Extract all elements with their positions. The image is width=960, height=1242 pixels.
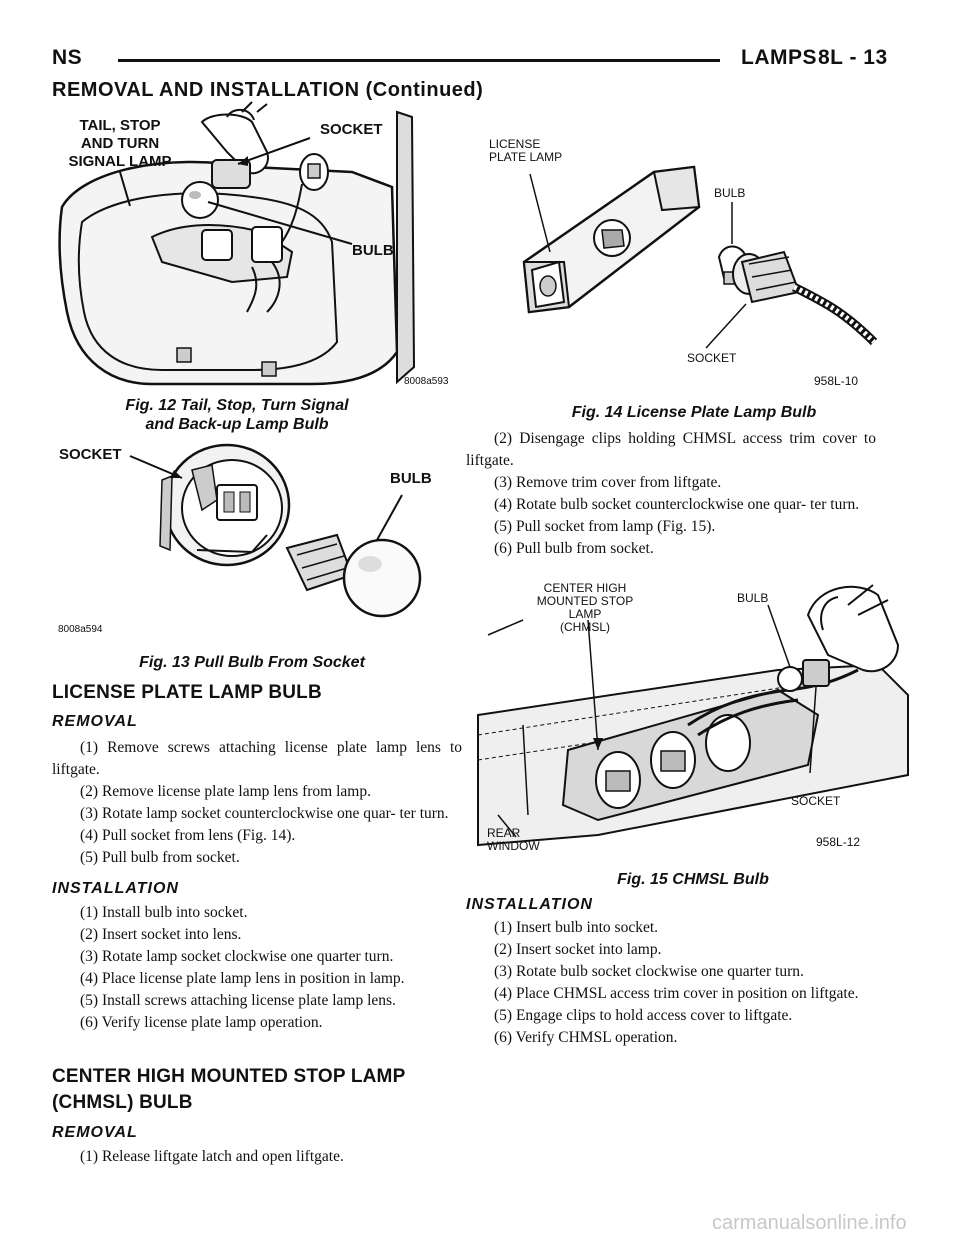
fig15-caption: Fig. 15 CHMSL Bulb [617, 871, 769, 888]
chmsl-install-title: INSTALLATION [466, 896, 593, 913]
fig12-label-lamp: TAIL, STOP AND TURN SIGNAL LAMP [68, 117, 172, 170]
license-install-step: (6) Verify license plate lamp operation. [80, 1014, 323, 1031]
license-install-step: (3) Rotate lamp socket clockwise one quarter turn. [80, 948, 394, 965]
fig12-caption: Fig. 12 Tail, Stop, Turn Signal and Back-up Lamp Bulb [125, 397, 349, 433]
fig14-label-socket: SOCKET [687, 351, 737, 365]
license-removal-step: (4) Pull socket from lens (Fig. 14). [80, 827, 296, 844]
license-install-steps [52, 902, 462, 1034]
license-removal-step: (3) Rotate lamp socket counterclockwise one quar- ter turn. [80, 805, 449, 822]
fig13-label-socket: SOCKET [59, 446, 122, 463]
license-install-step: (4) Place license plate lamp lens in position in lamp. [80, 970, 405, 987]
license-removal-step: (5) Pull bulb from socket. [80, 849, 240, 866]
chmsl-removal-step: (5) Pull socket from lamp (Fig. 15). [494, 518, 716, 535]
chmsl-removal-step: (6) Pull bulb from socket. [494, 540, 654, 557]
license-install-step: (5) Install screws attaching license plate lamp lens. [80, 992, 396, 1009]
header-rule [118, 59, 720, 62]
chmsl-install-step: (6) Verify CHMSL operation. [494, 1029, 678, 1046]
fig12-label-socket: SOCKET [320, 121, 383, 138]
fig13-label-bulb: BULB [390, 470, 432, 487]
fig14-label-bulb: BULB [714, 186, 746, 200]
license-install-step: (1) Install bulb into socket. [80, 904, 248, 921]
chmsl-install-step: (1) Insert bulb into socket. [494, 919, 659, 936]
fig15-label-lamp: CENTER HIGH MOUNTED STOP LAMP (CHMSL) [536, 581, 634, 634]
chmsl-removal-step: (4) Rotate bulb socket counterclockwise one quar- ter turn. [494, 496, 860, 513]
continued-title: REMOVAL AND INSTALLATION (Continued) [52, 79, 484, 101]
chmsl-install-step: (5) Engage clips to hold access cover to liftgate. [494, 1007, 793, 1024]
fig13-code: 8008a594 [58, 624, 103, 635]
fig15-label-socket: SOCKET [791, 794, 841, 808]
chmsl-install-steps [466, 917, 876, 1049]
chmsl-install-step: (4) Place CHMSL access trim cover in position on liftgate. [494, 985, 859, 1002]
fig15-label-window: REAR WINDOW [487, 826, 540, 853]
chmsl-section-title: CENTER HIGH MOUNTED STOP LAMP (CHMSL) BULB [52, 1066, 406, 1113]
license-section-title: LICENSE PLATE LAMP BULB [52, 682, 322, 703]
license-removal-title: REMOVAL [52, 713, 138, 730]
fig12-code: 8008a593 [404, 376, 449, 387]
chmsl-removal-title: REMOVAL [52, 1124, 138, 1141]
header-page-number: 8L - 13 [818, 46, 888, 69]
fig15-label-bulb: BULB [737, 591, 769, 605]
fig14-caption: Fig. 14 License Plate Lamp Bulb [571, 404, 817, 421]
fig14-code: 958L-10 [814, 374, 859, 388]
license-removal-steps [52, 737, 462, 869]
fig12-label-bulb: BULB [352, 242, 394, 259]
chmsl-removal-step: (2) Disengage clips holding CHMSL access trim cover to liftgate. [466, 430, 876, 469]
chmsl-removal-steps-left [52, 1146, 462, 1168]
chmsl-install-step: (2) Insert socket into lamp. [494, 941, 662, 958]
fig14-label-lamp: LICENSE PLATE LAMP [489, 137, 563, 164]
license-removal-step: (1) Remove screws attaching license plate lamp lens to liftgate. [52, 739, 462, 778]
license-install-title: INSTALLATION [52, 880, 179, 897]
chmsl-removal-step: (1) Release liftgate latch and open liftgate. [80, 1148, 344, 1165]
watermark: carmanualsonline.info [712, 1212, 907, 1234]
fig15-code: 958L-12 [816, 835, 861, 849]
license-removal-step: (2) Remove license plate lamp lens from lamp. [80, 783, 371, 800]
fig13-caption: Fig. 13 Pull Bulb From Socket [139, 654, 365, 671]
header-ns: NS [52, 46, 83, 69]
chmsl-removal-steps-right [466, 428, 876, 560]
chmsl-removal-step: (3) Remove trim cover from liftgate. [494, 474, 722, 491]
header-section: LAMPS [741, 46, 817, 69]
chmsl-install-step: (3) Rotate bulb socket clockwise one quarter turn. [494, 963, 804, 980]
license-install-step: (2) Insert socket into lens. [80, 926, 242, 943]
